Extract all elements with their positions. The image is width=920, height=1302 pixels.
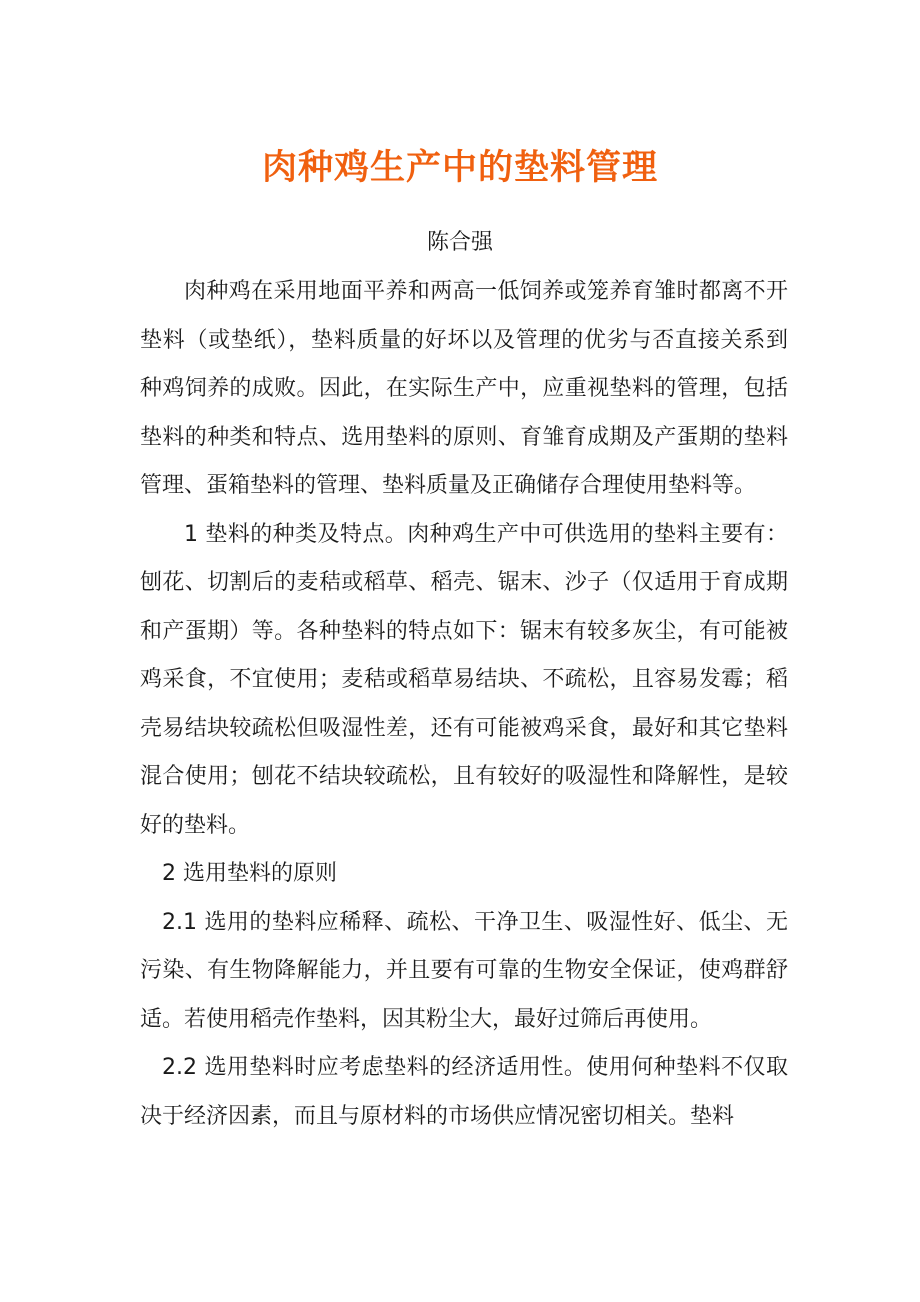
heading-section-2: 2 选用垫料的原则 — [162, 861, 337, 886]
paragraph-section-1: 1 垫料的种类及特点。肉种鸡生产中可供选用的垫料主要有：刨花、切割后的麦秸或稻草、稻壳、锯末、沙子（仅适用于育成期和产蛋期）等。各种垫料的特点如下：锯末有较多灰尘，有可能被鸡采食，不宜使用；麦秸或稻草易结块、不疏松，且容易发霉；稻壳易结块较疏松但吸湿性差，还有可能被鸡采食，最好和其它垫料混合使用；刨花不结块较疏松，且有较好的吸湿性和降解性，是较好的垫料。 — [140, 521, 788, 838]
document-author: 陈合强 — [426, 230, 493, 255]
document-body — [140, 268, 788, 1141]
paragraph-section-2-1: 2.1 选用的垫料应稀释、疏松、干净卫生、吸湿性好、低尘、无污染、有生物降解能力，并且要有可靠的生物安全保证，使鸡群舒适。若使用稻壳作垫料，因其粉尘大，最好过筛后再使用。 — [140, 909, 788, 1032]
document-title: 肉种鸡生产中的垫料管理 — [261, 148, 658, 188]
paragraph-intro: 肉种鸡在采用地面平养和两高一低饲养或笼养育雏时都离不开垫料（或垫纸），垫料质量的好坏以及管理的优劣与否直接关系到种鸡饲养的成败。因此，在实际生产中，应重视垫料的管理，包括垫料的种类和特点、选用垫料的原则、育雏育成期及产蛋期的垫料管理、蛋箱垫料的管理、垫料质量及正确储存合理使用垫料等。 — [140, 279, 788, 498]
paragraph-section-2-2: 2.2 选用垫料时应考虑垫料的经济适用性。使用何种垫料不仅取决于经济因素，而且与原材料的市场供应情况密切相关。垫料 — [140, 1055, 788, 1129]
